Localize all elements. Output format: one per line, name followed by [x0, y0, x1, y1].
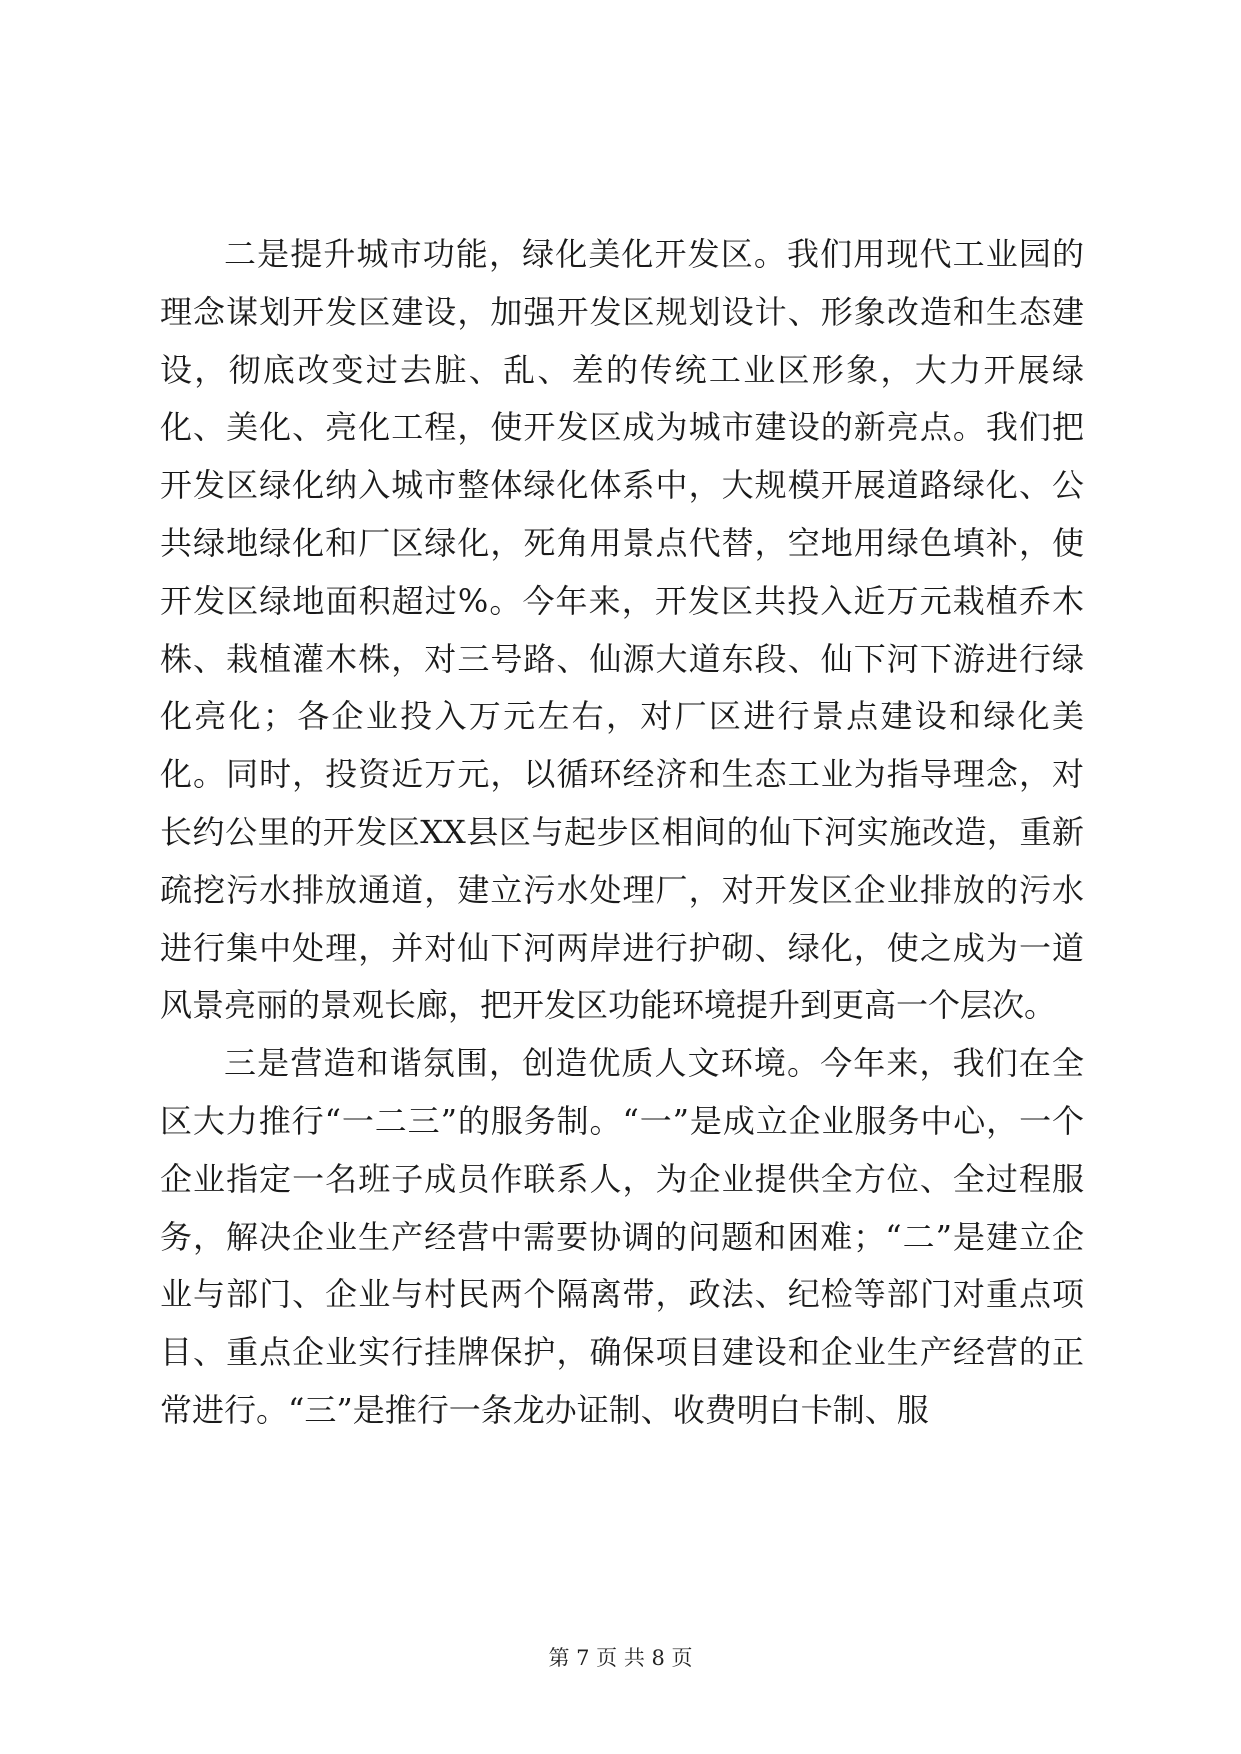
- document-body: [160, 226, 1084, 1440]
- paragraph-2: 三是营造和谐氛围，创造优质人文环境。今年来，我们在全区大力推行“一二三”的服务制。“一”是成立企业服务中心，一个企业指定一名班子成员作联系人，为企业提供全方位、全过程服务，解决企业生产经营中需要协调的问题和困难；“二”是建立企业与部门、企业与村民两个隔离带，政法、纪检等部门对重点项目、重点企业实行挂牌保护，确保项目建设和企业生产经营的正常进行。“三”是推行一条龙办证制、收费明白卡制、服: [160, 1044, 1084, 1429]
- page-number-footer: 第 7 页 共 8 页: [548, 1646, 693, 1670]
- paragraph-1: 二是提升城市功能，绿化美化开发区。我们用现代工业园的理念谋划开发区建设，加强开发区规划设计、形象改造和生态建设，彻底改变过去脏、乱、差的传统工业区形象，大力开展绿化、美化、亮化工程，使开发区成为城市建设的新亮点。我们把开发区绿化纳入城市整体绿化体系中，大规模开展道路绿化、公共绿地绿化和厂区绿化，死角用景点代替，空地用绿色填补，使开发区绿地面积超过%。今年来，开发区共投入近万元栽植乔木株、栽植灌木株，对三号路、仙源大道东段、仙下河下游进行绿化亮化；各企业投入万元左右，对厂区进行景点建设和绿化美化。同时，投资近万元，以循环经济和生态工业为指导理念，对长约公里的开发区XX县区与起步区相间的仙下河实施改造，重新疏挖污水排放通道，建立污水处理厂，对开发区企业排放的污水进行集中处理，并对仙下河两岸进行护砌、绿化，使之成为一道风景亮丽的景观长廊，把开发区功能环境提升到更高一个层次。: [160, 235, 1084, 1025]
